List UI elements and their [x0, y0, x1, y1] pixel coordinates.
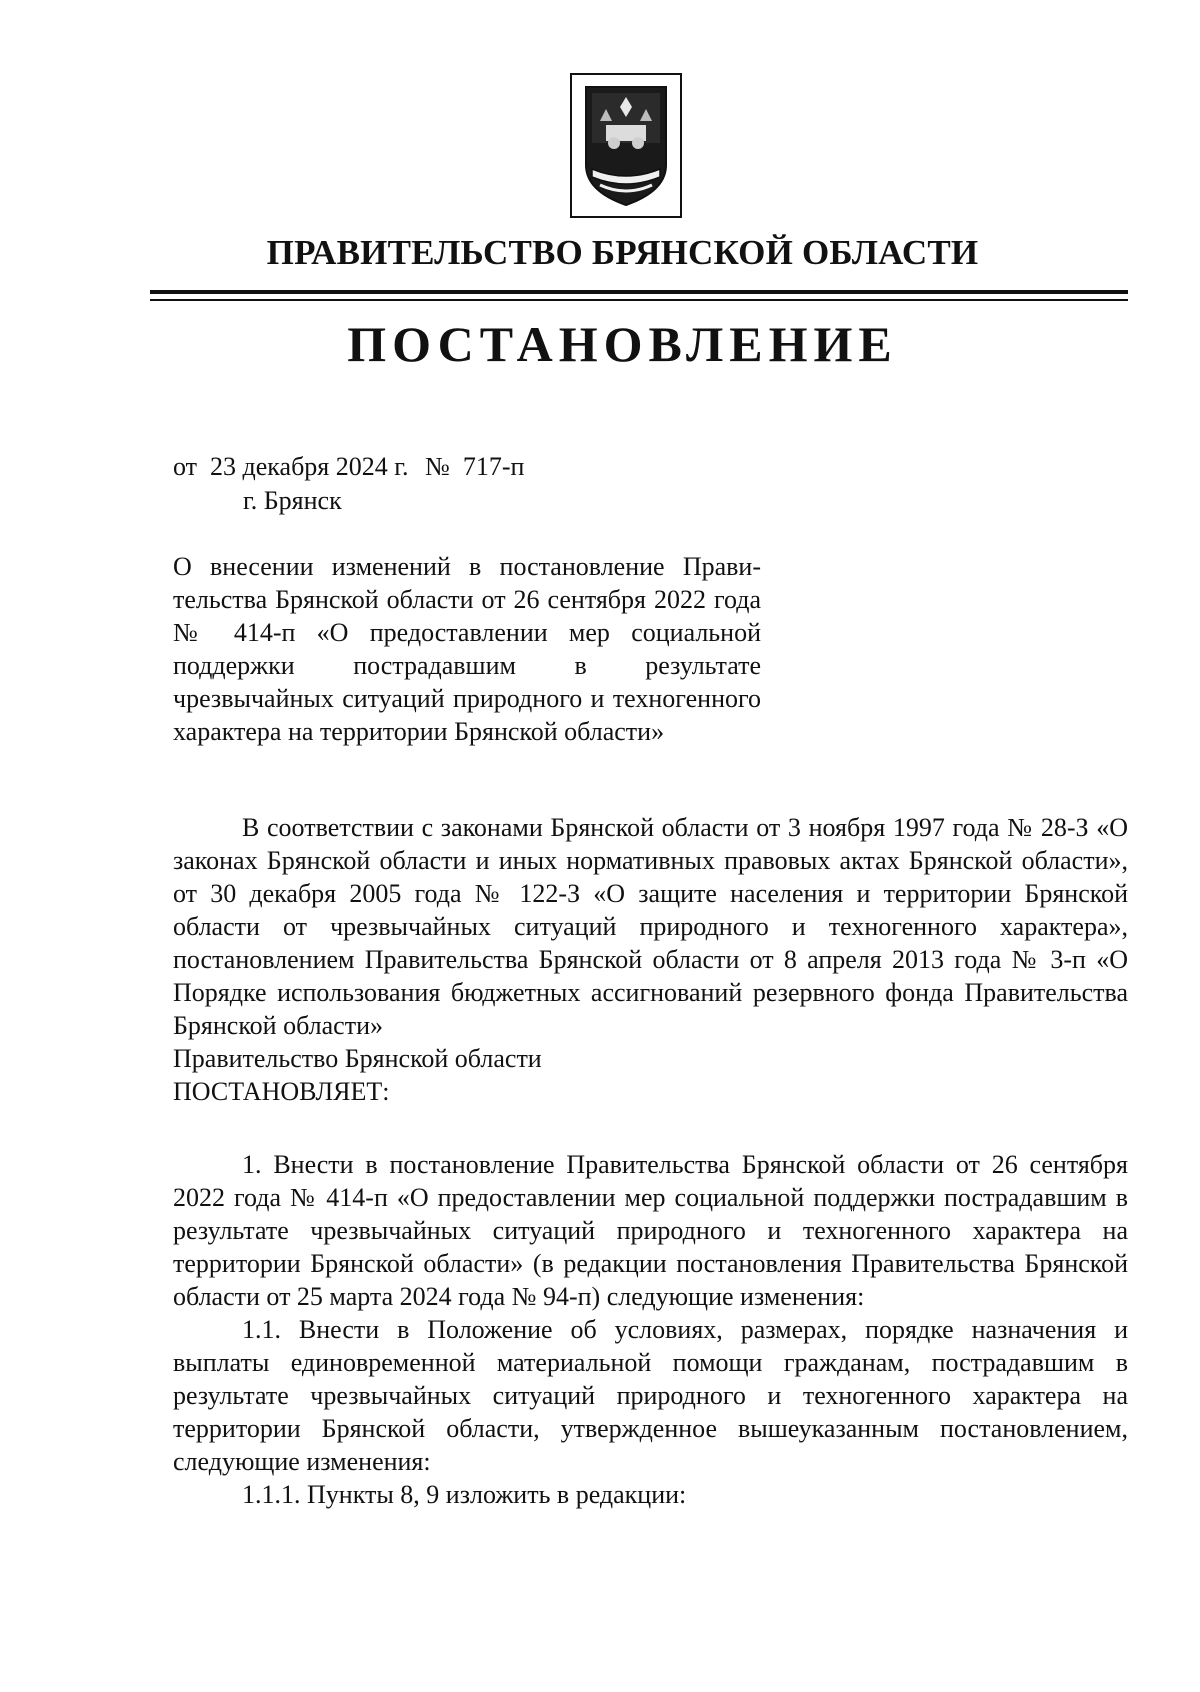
document-type: ПОСТАНОВЛЕНИЕ [347, 316, 898, 372]
document-number: 717-п [462, 452, 525, 481]
resolves-line: ПОСТАНОВЛЯЕТ: [173, 1077, 390, 1106]
document-meta [173, 450, 524, 518]
preamble-paragraph: В соответствии с законами Брянской области от 3 ноября 1997 года № 28-З «О законах Брянской области и иных нормативных правовых актах Брянской области», от 30 декабря 2005 года № 122-З «О защите населения и территории Брянской области от чрезвычайных ситуаций природного и техногенного характера», постановлением Правительства Брянской области от 8 апреля 2013 года № 3-п «О Порядке использования бюджетных ассигнований резервного фонда Правительства Брянской области» [173, 813, 1128, 1040]
coat-of-arms-icon [570, 73, 682, 218]
document-body [173, 811, 1128, 1511]
document-subject: О внесении изменений в постановление Правительства Брянской области от 26 сентября 2022 года № 414-п «О предоставлении мер социальной поддержки пострадавшим в результате чрезвычайных ситуаций природного и техногенного характера на территории Брянской области» [173, 552, 761, 746]
authority-line: Правительство Брянской области [173, 1044, 542, 1073]
item-1-1-paragraph: 1.1. Внести в Положение об условиях, размерах, порядке назначения и выплаты единовременной материальной помощи гражданам, пострадавшим в результате чрезвычайных ситуаций природного и техногенного характера на территории Брянской области, утвержденное вышеуказанным постановлением, следующие изменения: [173, 1315, 1128, 1476]
header-rule-thin [150, 299, 1128, 301]
item-1-paragraph: 1. Внести в постановление Правительства Брянской области от 26 сентября 2022 года № 414-п «О предоставлении мер социальной поддержки пострадавшим в результате чрезвычайных ситуаций природного и техногенного характера на территории Брянской области» (в редакции постановления Правительства Брянской области от 25 марта 2024 года № 94-п) следующие изменения: [173, 1150, 1128, 1311]
government-title: ПРАВИТЕЛЬСТВО БРЯНСКОЙ ОБЛАСТИ [266, 233, 979, 272]
item-1-1-1-paragraph: 1.1.1. Пункты 8, 9 изложить в редакции: [242, 1480, 687, 1509]
document-city: г. Брянск [243, 486, 342, 515]
header-rule-thick [150, 290, 1128, 294]
number-sign: № [425, 452, 450, 481]
date-prefix: от [173, 452, 198, 481]
document-date: 23 декабря 2024 г. [210, 452, 409, 481]
